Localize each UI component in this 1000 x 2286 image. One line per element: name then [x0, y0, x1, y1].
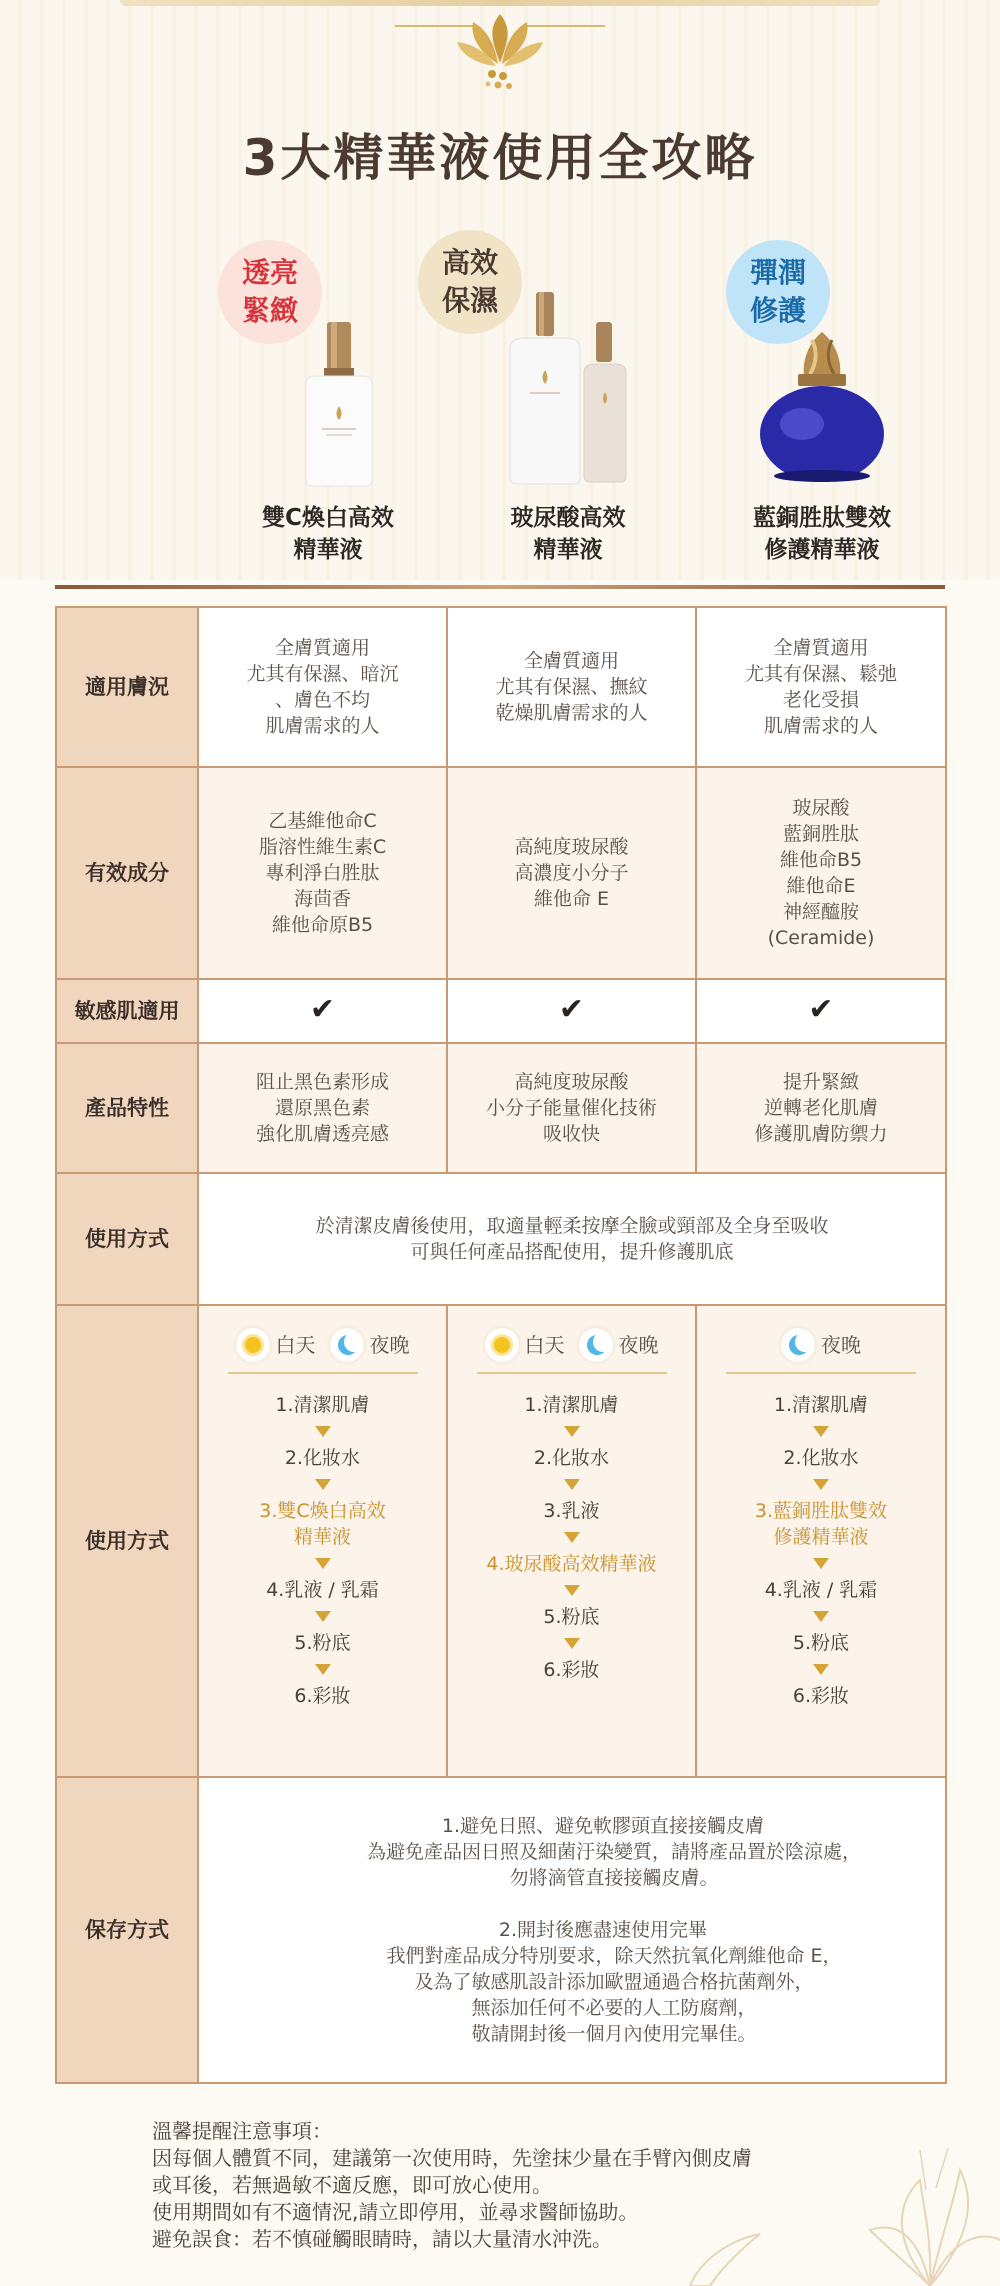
- table-cell: 全膚質適用 尤其有保濕、暗沉 、膚色不均 肌膚需求的人: [198, 607, 447, 767]
- arrow-down-icon: [315, 1664, 331, 1675]
- gold-flower-ornament: [395, 8, 605, 98]
- row-header: 適用膚況: [56, 607, 198, 767]
- row-header: 敏感肌適用: [56, 979, 198, 1043]
- check-icon: ✔: [309, 991, 336, 1027]
- routine-step: 2.化妝水: [284, 1447, 361, 1469]
- arrow-down-icon: [813, 1479, 829, 1490]
- lily-decoration: [860, 2090, 1000, 2286]
- check-icon: ✔: [558, 991, 585, 1027]
- divider-line: [228, 1372, 418, 1374]
- product-badge: 透亮 緊緻: [218, 240, 322, 344]
- table-cell: 全膚質適用 尤其有保濕、鬆弛 老化受損 肌膚需求的人: [696, 607, 946, 767]
- product-name: 藍銅胜肽雙效 修護精華液: [753, 505, 891, 563]
- table-cell: [198, 979, 447, 1043]
- sun-icon: [485, 1328, 519, 1362]
- routine-step: 3.乳液: [543, 1500, 600, 1522]
- comparison-table: [55, 606, 947, 2084]
- routine-step-highlight: 3.雙C煥白高效 精華液: [259, 1500, 386, 1548]
- table-cell: 乙基維他命C 脂溶性維生素C 專利淨白胜肽 海茴香 維他命原B5: [198, 767, 447, 979]
- arrow-down-icon: [564, 1638, 580, 1649]
- routine-step: 2.化妝水: [533, 1447, 610, 1469]
- routine-column-1: [198, 1305, 447, 1777]
- table-cell: [696, 979, 946, 1043]
- arrow-down-icon: [813, 1611, 829, 1622]
- section-divider: [55, 585, 945, 589]
- table-cell: 玻尿酸 藍銅胜肽 維他命B5 維他命E 神經醯胺 (Ceramide): [696, 767, 946, 979]
- serum-jar-image: [752, 328, 892, 488]
- routine-column-2: [447, 1305, 696, 1777]
- routine-step: 1.清潔肌膚: [524, 1394, 619, 1416]
- moon-icon: [330, 1328, 364, 1362]
- arrow-down-icon: [813, 1664, 829, 1675]
- routine-column-3: [696, 1305, 946, 1777]
- page-title: 3大精華液使用全攻略: [242, 129, 758, 187]
- product-hyaluronic-serum: [438, 240, 698, 570]
- arrow-down-icon: [564, 1479, 580, 1490]
- row-storage: [56, 1777, 946, 2083]
- table-cell: 於清潔皮膚後使用，取適量輕柔按摩全臉或頸部及全身至吸收 可與任何產品搭配使用，提升修護肌底: [198, 1173, 946, 1305]
- arrow-down-icon: [315, 1479, 331, 1490]
- top-banner-edge: [120, 0, 880, 6]
- routine-step: 6.彩妝: [543, 1659, 600, 1681]
- row-header: 使用方式: [56, 1173, 198, 1305]
- routine-step: 5.粉底: [294, 1632, 351, 1654]
- arrow-down-icon: [315, 1426, 331, 1437]
- moon-icon: [579, 1328, 613, 1362]
- row-header: 有效成分: [56, 767, 198, 979]
- table-cell: 阻止黑色素形成 還原黑色素 強化肌膚透亮感: [198, 1043, 447, 1173]
- table-cell: 提升緊緻 逆轉老化肌膚 修護肌膚防禦力: [696, 1043, 946, 1173]
- serum-bottles-image: [496, 288, 646, 488]
- usage-notice: 溫馨提醒注意事項： 因每個人體質不同，建議第一次使用時，先塗抹少量在手臂內側皮膚 或耳後，若無過敏不適反應，即可放心使用。 使用期間如有不適情況,請立即停用，並尋求醫師協助。 避免誤食：若不慎碰觸眼睛時，請以大量清水沖洗。: [152, 2119, 752, 2251]
- routine-step: 1.清潔肌膚: [773, 1394, 869, 1416]
- routine-step: 4.乳液 / 乳霜: [764, 1579, 878, 1601]
- row-skin-type: [56, 607, 946, 767]
- routine-step-highlight: 4.玻尿酸高效精華液: [486, 1553, 657, 1575]
- routine-step: 6.彩妝: [294, 1685, 351, 1707]
- arrow-down-icon: [813, 1558, 829, 1569]
- product-name: 玻尿酸高效 精華液: [510, 505, 626, 563]
- row-ingredients: [56, 767, 946, 979]
- arrow-down-icon: [315, 1558, 331, 1569]
- table-cell: 高純度玻尿酸 小分子能量催化技術 吸收快: [447, 1043, 696, 1173]
- arrow-down-icon: [315, 1611, 331, 1622]
- check-icon: ✔: [808, 991, 834, 1027]
- time-of-day: 白天 夜晚: [205, 1328, 440, 1362]
- routine-step: 5.粉底: [792, 1632, 850, 1654]
- row-header: 使用方式: [56, 1305, 198, 1777]
- arrow-down-icon: [564, 1426, 580, 1437]
- arrow-down-icon: [564, 1585, 580, 1596]
- row-sensitive-skin: [56, 979, 946, 1043]
- product-badge: 高效 保濕: [418, 230, 522, 334]
- table-cell: [447, 979, 696, 1043]
- row-routine: [56, 1305, 946, 1777]
- storage-instructions: 1.避免日照、避免軟膠頭直接接觸皮膚 為避免產品因日照及細菌汙染變質，請將產品置於陰涼處， 勿將滴管直接接觸皮膚。 2.開封後應盡速使用完畢 我們對產品成分特別要求，除天然抗氧化劑維他命 E， 及為了敏感肌設計添加歐盟通過合格抗菌劑外， 無添加任何不必要的人工防腐劑， 敬請開封後一個月內使用完畢佳。: [198, 1777, 946, 2083]
- product-copper-peptide-serum: [692, 240, 952, 570]
- product-badge: 彈潤 修護: [726, 240, 830, 344]
- sun-icon: [236, 1328, 270, 1362]
- time-of-day: 夜晚: [703, 1328, 939, 1362]
- routine-step: 1.清潔肌膚: [275, 1394, 370, 1416]
- routine-step: 2.化妝水: [783, 1447, 859, 1469]
- row-header: 產品特性: [56, 1043, 198, 1173]
- table-cell: 高純度玻尿酸 高濃度小分子 維他命 E: [447, 767, 696, 979]
- time-of-day: 白天 夜晚: [454, 1328, 689, 1362]
- divider-line: [477, 1372, 667, 1374]
- product-name: 雙C煥白高效 精華液: [262, 505, 394, 563]
- routine-step: 4.乳液 / 乳霜: [266, 1579, 379, 1601]
- moon-icon: [781, 1328, 815, 1362]
- row-features: [56, 1043, 946, 1173]
- arrow-down-icon: [564, 1532, 580, 1543]
- leaf-decoration: [680, 2230, 770, 2286]
- routine-step-highlight: 3.藍銅胜肽雙效 修護精華液: [754, 1500, 888, 1548]
- serum-bottle-image: [294, 320, 384, 490]
- divider-line: [726, 1372, 916, 1374]
- arrow-down-icon: [813, 1426, 829, 1437]
- row-usage: [56, 1173, 946, 1305]
- routine-step: 6.彩妝: [792, 1685, 850, 1707]
- table-cell: 全膚質適用 尤其有保濕、撫紋 乾燥肌膚需求的人: [447, 607, 696, 767]
- routine-step: 5.粉底: [543, 1606, 600, 1628]
- row-header: 保存方式: [56, 1777, 198, 2083]
